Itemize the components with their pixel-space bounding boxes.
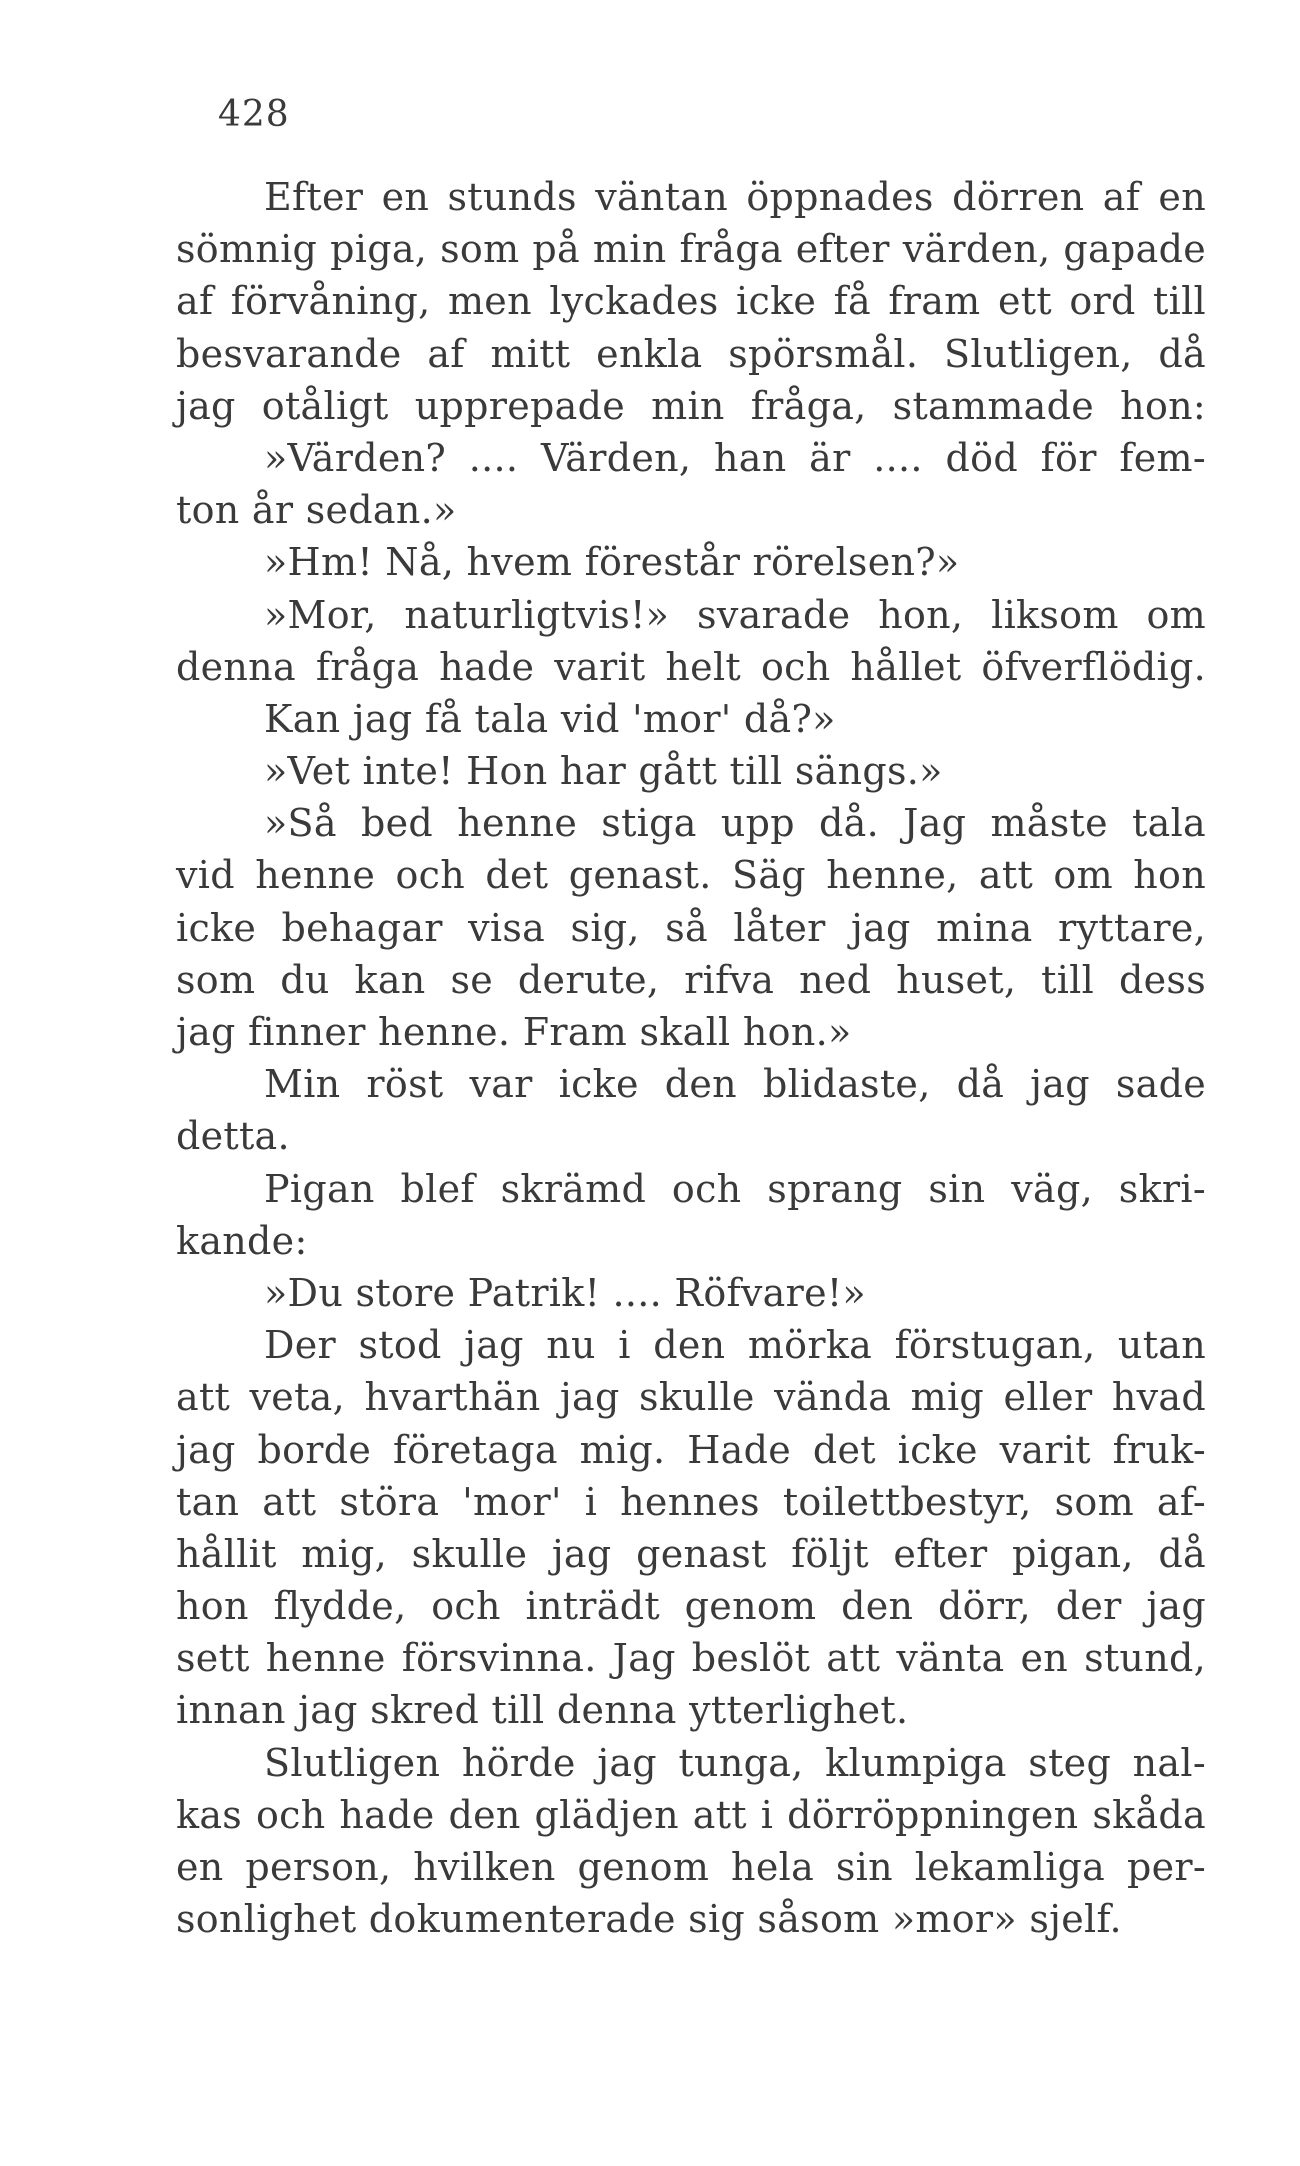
text-line: af förvåning, men lyckades icke få fram ett ord till	[176, 279, 1206, 324]
text-line: Efter en stunds väntan öppnades dörren af en	[264, 175, 1206, 219]
text-line: hon flydde, och inträdt genom den dörr, der jag	[176, 1584, 1206, 1629]
text-line: »Så bed henne stiga upp då. Jag måste tala	[264, 801, 1206, 846]
text-line: innan jag skred till denna ytterlighet.	[176, 1688, 909, 1733]
text-line: denna fråga hade varit helt och hållet öfverflödig.	[176, 644, 1206, 689]
text-line: att veta, hvarthän jag skulle vända mig eller hvad	[176, 1375, 1206, 1420]
text-line: kas och hade den glädjen att i dörröppningen skåda	[176, 1792, 1206, 1837]
text-line: Pigan blef skrämd och sprang sin väg, skri-	[264, 1166, 1206, 1211]
text-line: Der stod jag nu i den mörka förstugan, utan	[264, 1323, 1206, 1368]
text-line: »Värden? .... Värden, han är .... död för fem-	[264, 435, 1206, 480]
text-line: kande:	[176, 1218, 308, 1263]
text-line: »Du store Patrik! .... Röfvare!»	[264, 1270, 866, 1315]
text-line: »Hm! Nå, hvem förestår rörelsen?»	[264, 540, 960, 585]
text-line: Slutligen hörde jag tunga, klumpiga steg nal-	[264, 1740, 1206, 1785]
text-line: jag otåligt upprepade min fråga, stammade hon:	[176, 383, 1206, 428]
text-line: »Mor, naturligtvis!» svarade hon, liksom om	[264, 592, 1206, 637]
text-line: tan att störa 'mor' i hennes toilettbestyr, som af-	[176, 1479, 1206, 1524]
page-number: 428	[218, 94, 290, 135]
text-line: en person, hvilken genom hela sin lekamliga per-	[176, 1845, 1206, 1889]
text-line: jag borde företaga mig. Hade det icke varit fruk-	[176, 1427, 1206, 1472]
text-line: besvarande af mitt enkla spörsmål. Slutligen, då	[176, 331, 1206, 376]
text-line: »Vet inte! Hon har gått till sängs.»	[264, 749, 943, 794]
text-line: icke behagar visa sig, så låter jag mina ryttare,	[176, 905, 1206, 950]
text-line: ton år sedan.»	[176, 488, 457, 533]
text-line: sett henne försvinna. Jag beslöt att vänta en stund,	[176, 1636, 1206, 1681]
text-line: sonlighet dokumenterade sig såsom »mor» sjelf.	[176, 1897, 1122, 1942]
text-line: som du kan se derute, rifva ned huset, till dess	[176, 957, 1206, 1002]
text-line: detta.	[176, 1114, 290, 1159]
text-line: Min röst var icke den blidaste, då jag sade	[264, 1062, 1206, 1107]
text-line: hållit mig, skulle jag genast följt efter pigan, då	[176, 1531, 1206, 1576]
text-line: sömnig piga, som på min fråga efter värden, gapade	[176, 227, 1206, 272]
body-text	[176, 171, 1206, 1945]
text-line: vid henne och det genast. Säg henne, att om hon	[176, 853, 1206, 898]
text-line: Kan jag få tala vid 'mor' då?»	[264, 696, 836, 741]
text-line: jag finner henne. Fram skall hon.»	[176, 1010, 852, 1054]
